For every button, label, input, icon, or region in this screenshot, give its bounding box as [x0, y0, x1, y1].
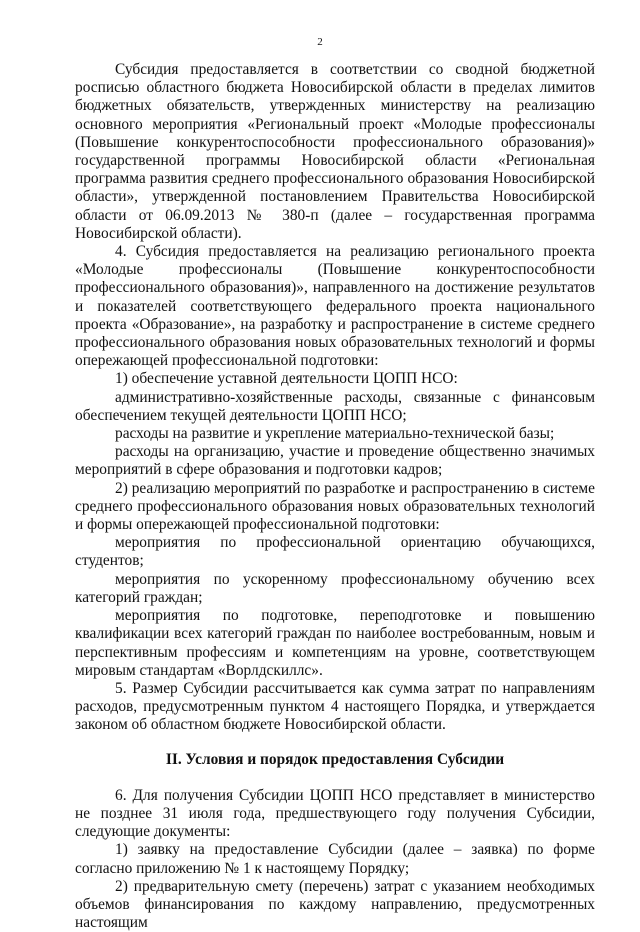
paragraph-accelerated-training: мероприятия по ускоренному профессиональному обучению всех категорий граждан;	[75, 570, 595, 606]
page-number: 2	[317, 36, 323, 48]
paragraph-item-4: 4. Субсидия предоставляется на реализацию регионального проекта «Молодые профессионалы (Повышение конкурентоспособности профессионального образования)», направленного на достижение результатов и показателей соответствующего федерального проекта национального проекта «Образование», на разработку и распространение в системе среднего профессионального образования новых образовательных технологий и формы опережающей профессиональной подготовки:	[75, 243, 595, 370]
paragraph-events-expenses: расходы на организацию, участие и проведение общественно значимых мероприятий в сфере образования и подготовки кадров;	[75, 443, 595, 479]
paragraph-item-6: 6. Для получения Субсидии ЦОПП НСО представляет в министерство не позднее 31 июля года, предшествующего году получения Субсидии, следующие документы:	[75, 786, 595, 841]
paragraph-item-5: 5. Размер Субсидии рассчитывается как сумма затрат по направлениям расходов, предусмотренным пунктом 4 настоящего Порядка, и утверждается законом об областном бюджете Новосибирской области.	[75, 679, 595, 734]
document-body	[75, 61, 595, 932]
section-heading: II. Условия и порядок предоставления Субсидии	[165, 750, 505, 768]
paragraph-subsidy-budget: Субсидия предоставляется в соответствии со сводной бюджетной росписью областного бюджета Новосибирской области в пределах лимитов бюджетных обязательств, утвержденных министерству на реализацию основного мероприятия «Региональный проект «Молодые профессионалы (Повышение конкурентоспособности профессионального образования)» государственной программы Новосибирской области «Региональная программа развития среднего профессионального образования Новосибирской области», утвержденной постановлением Правительства Новосибирской области от 06.09.2013 № 380-п (далее – государственная программа Новосибирской области).	[75, 61, 595, 242]
paragraph-item-4-2: 2) реализацию мероприятий по разработке и распространению в системе среднего профессионального образования новых образовательных технологий и формы опережающей профессиональной подготовки:	[75, 479, 595, 534]
paragraph-item-4-1: 1) обеспечение уставной деятельности ЦОПП НСО:	[115, 370, 458, 388]
paragraph-material-base: расходы на развитие и укрепление материально-технической базы;	[115, 425, 555, 443]
paragraph-item-6-1: 1) заявку на предоставление Субсидии (далее – заявка) по форме согласно приложению № 1 к настоящему Порядку;	[75, 841, 595, 877]
paragraph-item-6-2: 2) предварительную смету (перечень) затрат с указанием необходимых объемов финансирования по каждому направлению, предусмотренных настоящим	[75, 877, 595, 932]
paragraph-retraining: мероприятия по подготовке, переподготовке и повышению квалификации всех категорий граждан по наиболее востребованным, новым и перспективным профессиям и компетенциям на уровне, соответствующем мировым стандартам «Ворлдскиллс».	[75, 607, 595, 679]
paragraph-career-guidance: мероприятия по профессиональной ориентацию обучающихся, студентов;	[75, 534, 595, 570]
paragraph-admin-expenses: административно-хозяйственные расходы, связанные с финансовым обеспечением текущей деятельности ЦОПП НСО;	[75, 388, 595, 424]
